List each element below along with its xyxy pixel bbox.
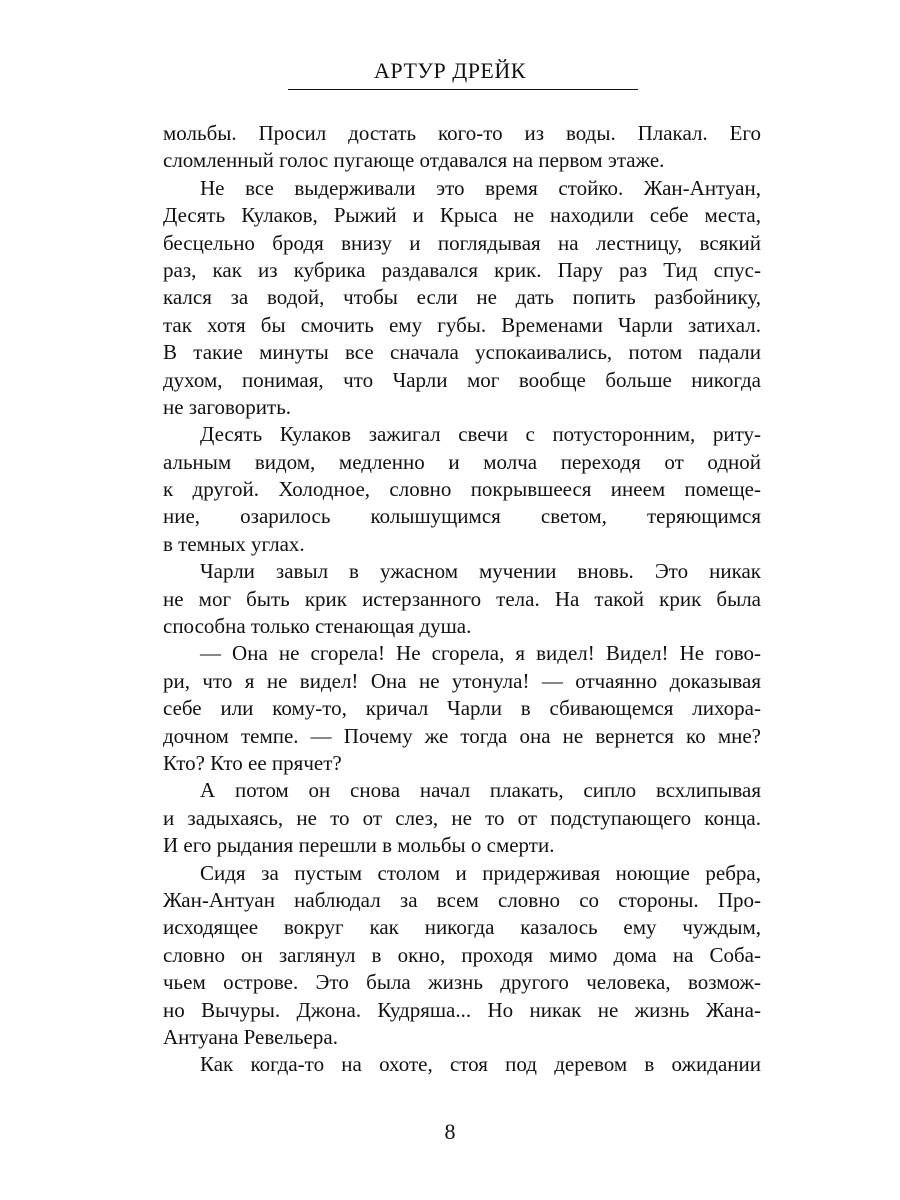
text-line: и задыхаясь, не то от слез, не то от подступающего конца.: [163, 805, 761, 830]
text-line: Десять Кулаков, Рыжий и Крыса не находили себе места,: [163, 203, 761, 228]
text-line: чьем острове. Это была жизнь другого человека, возмож-: [163, 970, 761, 995]
text-line: Сидя за пустым столом и придерживая ноющие ребра,: [200, 860, 761, 885]
text-line: в темных углах.: [163, 531, 305, 556]
body-text: [163, 120, 761, 1079]
text-line: не заговорить.: [163, 394, 292, 419]
text-line: бесцельно бродя внизу и поглядывая на лестницу, всякий: [163, 230, 761, 255]
paragraph: [163, 860, 761, 1052]
paragraph: [163, 777, 761, 859]
paragraph: [163, 558, 761, 640]
page-number: 8: [444, 1119, 456, 1144]
text-line: И его рыдания перешли в мольбы о смерти.: [163, 833, 555, 858]
text-line: раз, как из кубрика раздавался крик. Пару раз Тид спус-: [163, 257, 761, 282]
text-line: дочном темпе. — Почему же тогда она не вернется ко мне?: [163, 723, 761, 748]
text-line: словно он заглянул в окно, проходя мимо дома на Соба-: [163, 942, 761, 967]
text-line: Как когда-то на охоте, стоя под деревом в ожидании: [200, 1052, 761, 1077]
text-line: себе или кому-то, кричал Чарли в сбивающемся лихора-: [163, 696, 761, 721]
paragraph: [163, 640, 761, 777]
text-line: Жан-Антуан наблюдал за всем словно со стороны. Про-: [163, 887, 761, 912]
paragraph: [163, 120, 761, 175]
paragraph: [163, 1051, 761, 1078]
text-line: кался за водой, чтобы если не дать попить разбойнику,: [163, 285, 761, 310]
paragraph: [163, 421, 761, 558]
text-line: Десять Кулаков зажигал свечи с потусторонним, риту-: [200, 422, 761, 447]
text-line: к другой. Холодное, словно покрывшееся инеем помеще-: [163, 477, 761, 502]
text-line: мольбы. Просил достать кого-то из воды. Плакал. Его: [163, 121, 761, 145]
text-line: В такие минуты все сначала успокаивались, потом падали: [163, 340, 761, 365]
text-line: Не все выдерживали это время стойко. Жан-Антуан,: [200, 175, 761, 200]
text-line: Чарли завыл в ужасном мучении вновь. Это никак: [200, 559, 761, 584]
text-line: ние, озарилось колышущимся светом, теряющимся: [163, 504, 761, 529]
text-line: Антуана Ревельера.: [163, 1024, 338, 1049]
text-line: сломленный голос пугающе отдавался на первом этаже.: [163, 148, 665, 173]
text-line: исходящее вокруг как никогда казалось ему чуждым,: [163, 915, 761, 940]
text-line: духом, понимая, что Чарли мог вообще больше никогда: [163, 367, 761, 392]
paragraph: [163, 175, 761, 422]
text-line: способна только стенающая душа.: [163, 614, 472, 639]
text-line: не мог быть крик истерзанного тела. На такой крик была: [163, 586, 761, 611]
text-line: Кто? Кто ее прячет?: [163, 750, 342, 775]
text-line: А потом он снова начал плакать, сипло всхлипывая: [200, 778, 761, 803]
text-line: ри, что я не видел! Она не утонула! — отчаянно доказывая: [163, 668, 761, 693]
text-line: альным видом, медленно и молча переходя от одной: [163, 449, 761, 474]
text-line: так хотя бы смочить ему губы. Временами Чарли затихал.: [163, 312, 761, 337]
header-rule: [288, 89, 638, 90]
text-line: но Вычуры. Джона. Кудряша... Но никак не жизнь Жана-: [163, 997, 761, 1022]
text-line: — Она не сгорела! Не сгорела, я видел! Видел! Не гово-: [200, 641, 761, 666]
running-head-title: АРТУР ДРЕЙК: [374, 58, 526, 83]
